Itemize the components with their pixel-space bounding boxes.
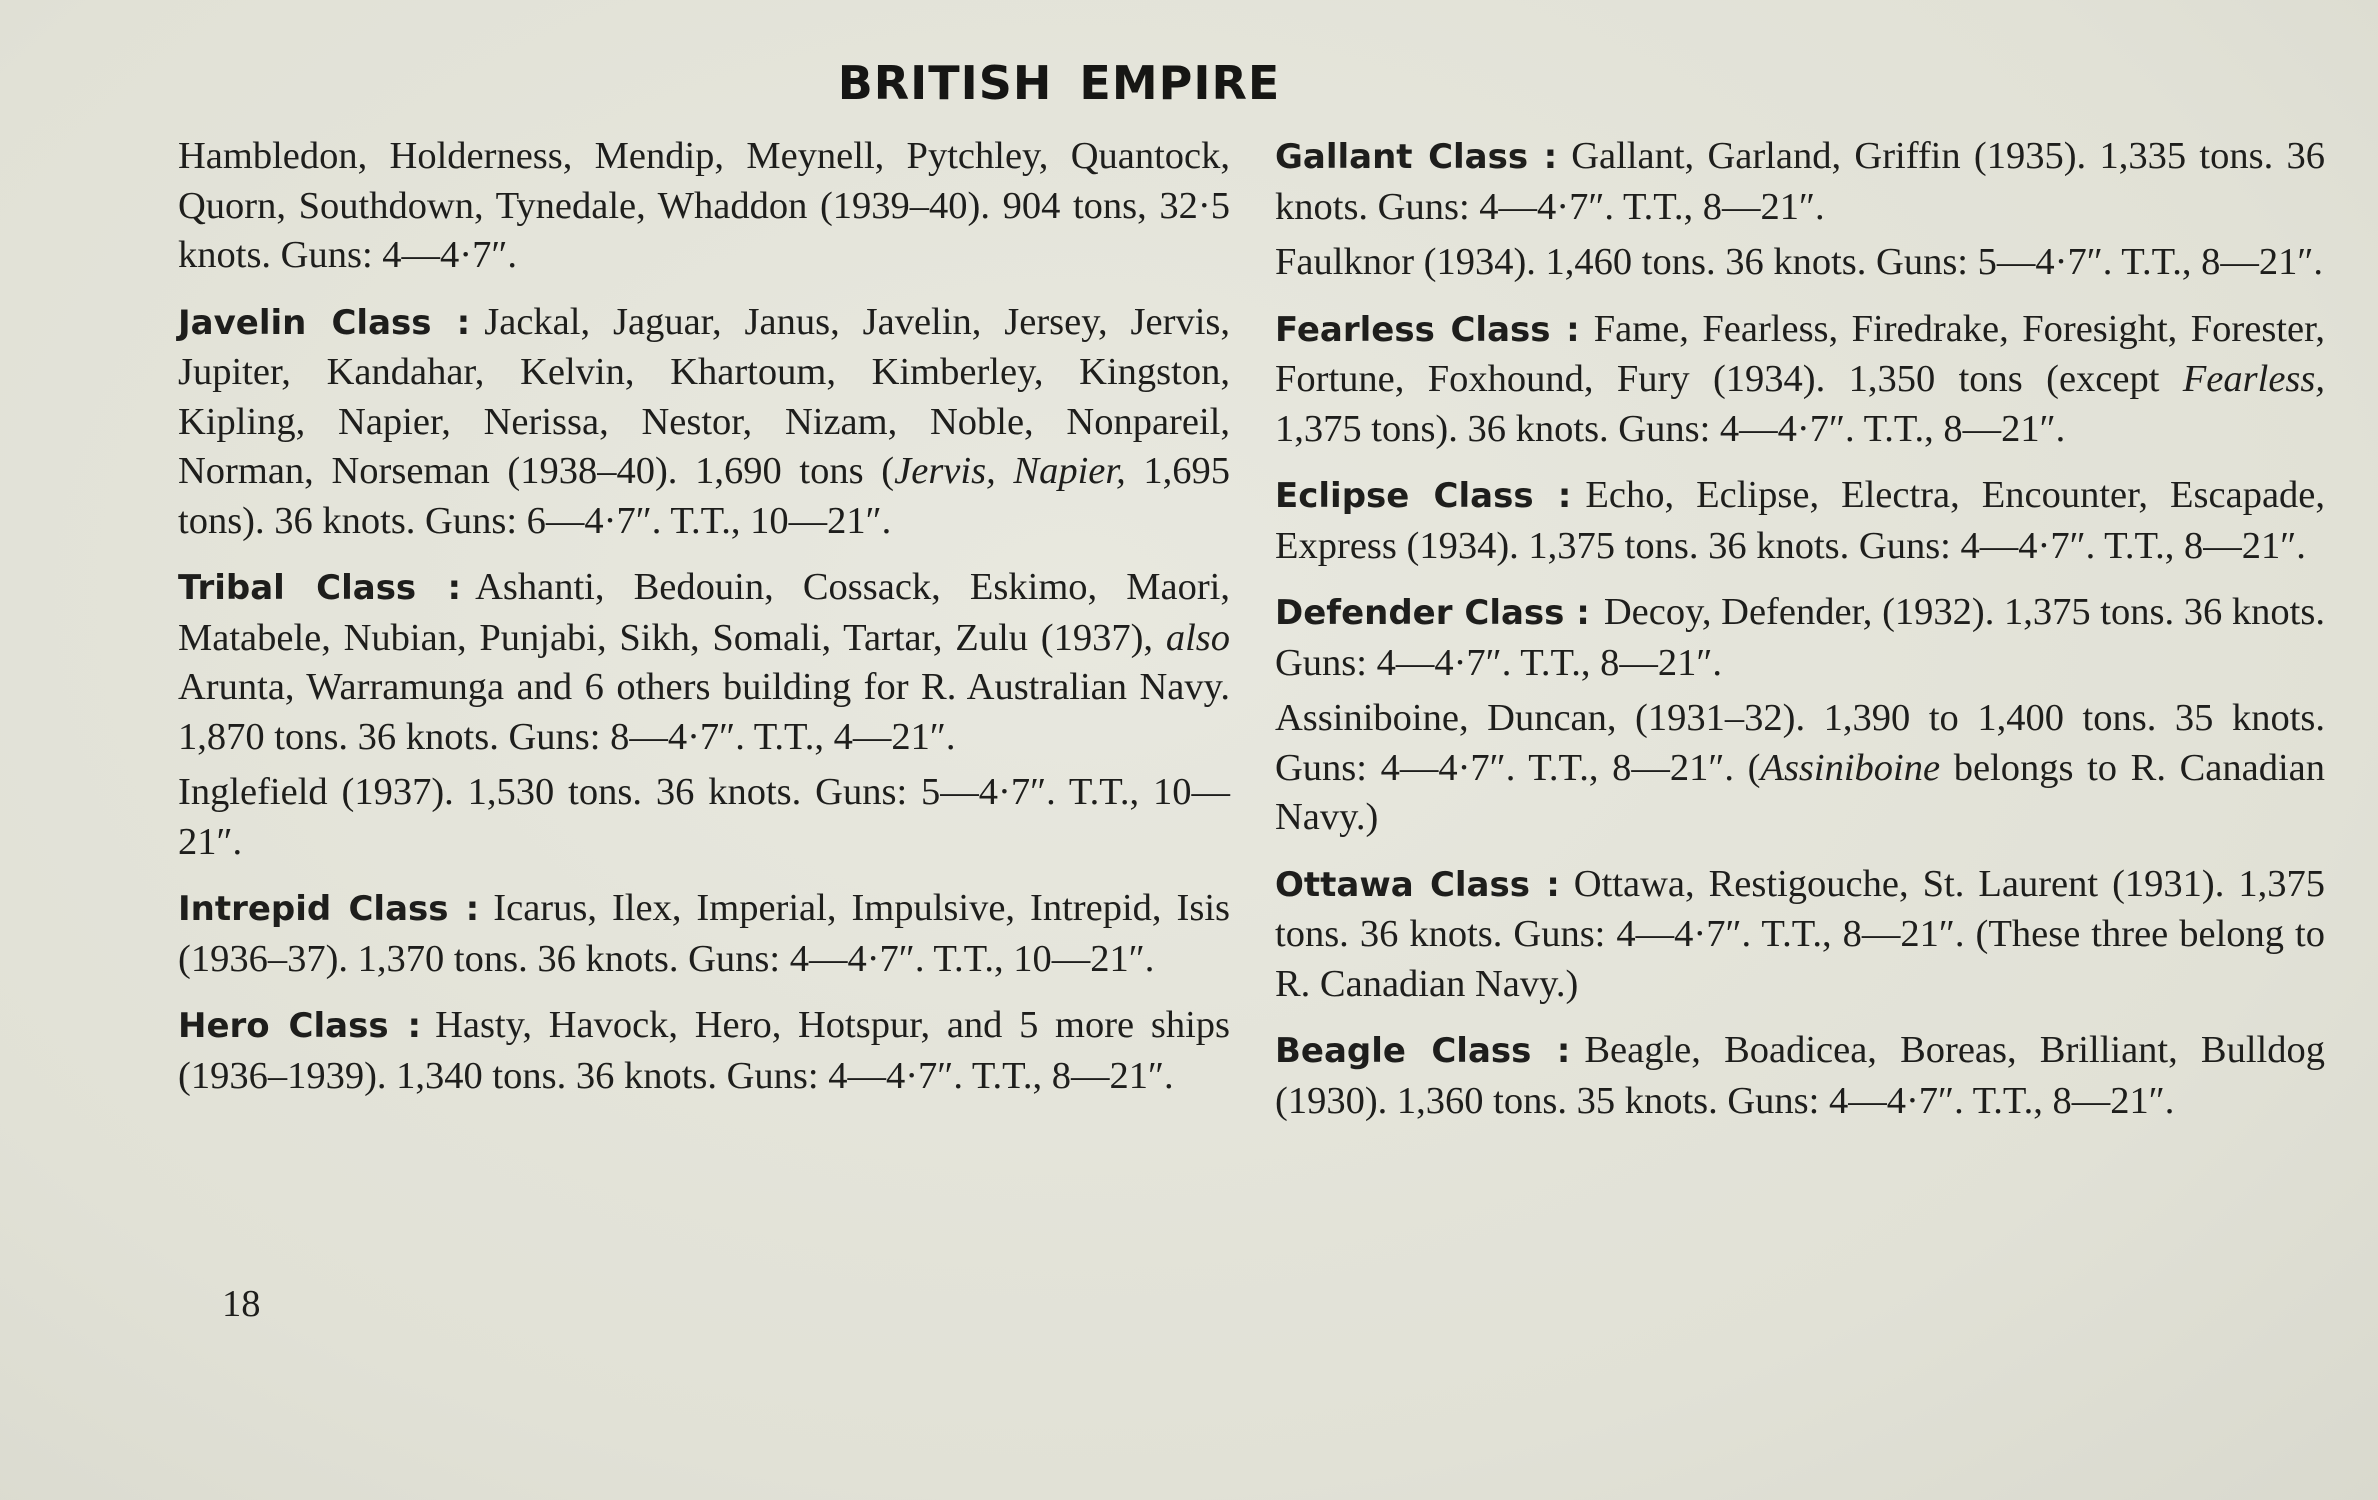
right-column (1275, 132, 2325, 1143)
entry-text: Hambledon, Holderness, Mendip, Meynell, Pytchley, Quantock, Quorn, Southdown, Tynedale, Whaddon (1939–40). 904 tons, 32·5 knots. Guns: 4—4·7″. (178, 135, 1230, 276)
assiniboine-entry (1275, 694, 2325, 843)
class-label: Gallant Class : (1275, 137, 1558, 177)
beagle-class-entry (1275, 1026, 2325, 1126)
page-number: 18 (222, 1283, 261, 1325)
fearless-class-entry (1275, 305, 2325, 455)
entry-text: Ashanti, Bedouin, Cossack, Eskimo, Maori, Matabele, Nubian, Punjabi, Sikh, Somali, Tartar, Zulu (1937), (178, 566, 1230, 659)
entry-italic: also (1165, 616, 1230, 659)
entry-text: Gallant, Garland, Griffin (1935). 1,335 tons. 36 knots. Guns: 4—4·7″. T.T., 8—21″. (1275, 135, 2325, 228)
entry-text: Arunta, Warramunga and 6 others building for R. Australian Navy. 1,870 tons. 36 knots. Guns: 8—4·7″. T.T., 4—21″. (178, 666, 1230, 758)
faulknor-entry (1275, 238, 2325, 288)
entry-text: Inglefield (1937). 1,530 tons. 36 knots. Guns: 5—4·7″. T.T., 10—21″. (178, 771, 1230, 863)
entry-text: Fame, Fearless, Firedrake, Foresight, Forester, Fortune, Foxhound, Fury (1934). 1,350 tons (except (1275, 307, 2325, 400)
entry-text: Jackal, Jaguar, Janus, Javelin, Jersey, Jervis, Jupiter, Kandahar, Kelvin, Khartoum, Kimberley, Kingston, Kipling, Napier, Nerissa, Nestor, Nizam, Noble, Nonpareil, Norman, Norseman (1938–40). 1,690 tons ( (178, 300, 1230, 492)
ottawa-class-entry (1275, 860, 2325, 1010)
defender-class-entry (1275, 588, 2325, 688)
entry-text: belongs to R. Canadian Navy.) (1275, 746, 2325, 838)
class-label: Intrepid Class : (178, 889, 480, 929)
hero-class-entry (178, 1001, 1230, 1101)
entry-text: Faulknor (1934). 1,460 tons. 36 knots. Guns: 5—4·7″. T.T., 8—21″. (1275, 241, 2324, 283)
class-label: Eclipse Class : (1275, 476, 1572, 516)
javelin-class-entry (178, 298, 1230, 547)
entry-text: Echo, Eclipse, Electra, Encounter, Escapade, Express (1934). 1,375 tons. 36 knots. Guns: 4—4·7″. T.T., 8—21″. (1275, 474, 2325, 567)
entry-text: Icarus, Ilex, Imperial, Impulsive, Intrepid, Isis (1936–37). 1,370 tons. 36 knots. Guns: 4—4·7″. T.T., 10—21″. (178, 887, 1231, 980)
entry-text: 1,695 tons). 36 knots. Guns: 6—4·7″. T.T., 10—21″. (178, 450, 1231, 542)
hunt-class-entry (178, 132, 1230, 281)
class-label: Ottawa Class : (1275, 864, 1560, 905)
class-label: Tribal Class : (178, 568, 462, 608)
class-label: Fearless Class : (1275, 309, 1580, 350)
entry-italic: Fearless, (2182, 358, 2325, 400)
class-label: Javelin Class : (178, 302, 471, 343)
intrepid-class-entry (178, 884, 1230, 984)
entry-text: Assiniboine, Duncan, (1931–32). 1,390 to 1,400 tons. 35 knots. Guns: 4—4·7″. T.T., 8—21″. ( (1275, 697, 2325, 789)
class-label: Defender Class : (1275, 593, 1590, 633)
eclipse-class-entry (1275, 471, 2325, 571)
entry-italic: Assiniboine (1760, 746, 1941, 789)
inglefield-entry (178, 768, 1230, 867)
left-column (178, 132, 1230, 1118)
class-label: Beagle Class : (1275, 1031, 1571, 1071)
class-label: Hero Class : (178, 1006, 422, 1046)
entry-text: 1,375 tons). 36 knots. Guns: 4—4·7″. T.T., 8—21″. (1275, 407, 2066, 450)
page-heading: BRITISH EMPIRE (837, 56, 1281, 110)
tribal-class-entry (178, 563, 1230, 762)
entry-italic: Jervis, Napier, (894, 450, 1126, 492)
entry-text: Beagle, Boadicea, Boreas, Brilliant, Bulldog (1930). 1,360 tons. 35 knots. Guns: 4—4·7″. T.T., 8—21″. (1275, 1029, 2326, 1122)
gallant-class-entry (1275, 132, 2325, 232)
entry-text: Hasty, Havock, Hero, Hotspur, and 5 more ships (1936–1939). 1,340 tons. 36 knots. Guns: 4—4·7″. T.T., 8—21″. (178, 1004, 1230, 1097)
entry-text: Decoy, Defender, (1932). 1,375 tons. 36 knots. Guns: 4—4·7″. T.T., 8—21″. (1275, 591, 2325, 684)
entry-text: Ottawa, Restigouche, St. Laurent (1931). 1,375 tons. 36 knots. Guns: 4—4·7″. T.T., 8—21″. (These three belong to R. Canadian Navy.) (1275, 862, 2325, 1005)
